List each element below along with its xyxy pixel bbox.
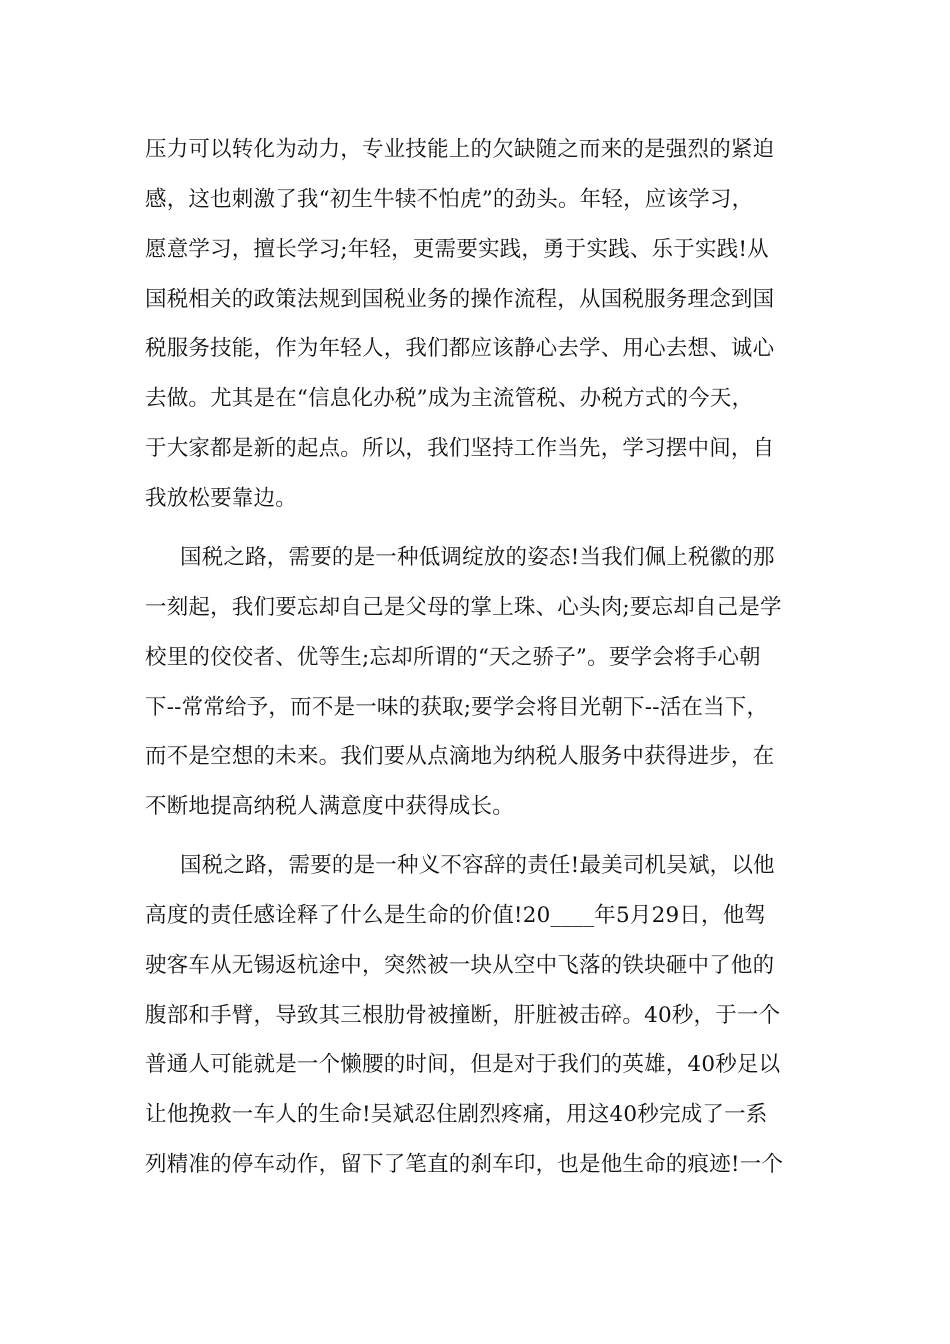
text-line: 去做。尤其是在“信息化办税”成为主流管税、办税方式的今天， <box>145 386 754 411</box>
text-line: 于大家都是新的起点。所以，我们坚持工作当先，学习摆中间，自 <box>145 436 775 461</box>
text-line: 让他挽救一车人的生命!吴斌忍住剧烈疼痛，用这40秒完成了一系 <box>145 1102 768 1127</box>
text-line: 国税之路，需要的是一种低调绽放的姿态!当我们佩上税徽的那 <box>180 545 775 570</box>
text-line: 普通人可能就是一个懒腰的时间，但是对于我们的英雄，40秒足以 <box>145 1052 781 1077</box>
text-line: 列精准的停车动作，留下了笔直的刹车印，也是他生命的痕迹!一个 <box>145 1152 784 1177</box>
text-line: 一刻起，我们要忘却自己是父母的掌上珠、心头肉;要忘却自己是学 <box>145 595 782 620</box>
text-line: 驶客车从无锡返杭途中，突然被一块从空中飞落的铁块砸中了他的 <box>145 953 775 978</box>
text-line: 压力可以转化为动力，专业技能上的欠缺随之而来的是强烈的紧迫 <box>145 137 775 162</box>
text-line: 腹部和手臂，导致其三根肋骨被撞断，肝脏被击碎。40秒，于一个 <box>145 1003 781 1028</box>
text-line: 校里的佼佼者、优等生;忘却所谓的“天之骄子”。要学会将手心朝 <box>145 645 761 670</box>
text-line: 愿意学习，擅长学习;年轻，更需要实践，勇于实践、乐于实践!从 <box>145 237 769 262</box>
text-line: 感，这也刺激了我“初生牛犊不怕虎”的劲头。年轻，应该学习， <box>145 187 754 212</box>
text-line: 下--常常给予，而不是一味的获取;要学会将目光朝下--活在当下， <box>145 695 769 720</box>
text-line: 高度的责任感诠释了什么是生命的价值!20____年5月29日，他驾 <box>145 903 767 928</box>
text-line: 不断地提高纳税人满意度中获得成长。 <box>145 794 514 819</box>
text-line: 国税相关的政策法规到国税业务的操作流程，从国税服务理念到国 <box>145 287 775 312</box>
text-line: 而不是空想的未来。我们要从点滴地为纳税人服务中获得进步，在 <box>145 744 775 769</box>
text-line: 我放松要靠边。 <box>145 486 297 511</box>
text-line: 国税之路，需要的是一种义不容辞的责任!最美司机吴斌，以他 <box>180 853 775 878</box>
text-line: 税服务技能，作为年轻人，我们都应该静心去学、用心去想、诚心 <box>145 336 775 361</box>
